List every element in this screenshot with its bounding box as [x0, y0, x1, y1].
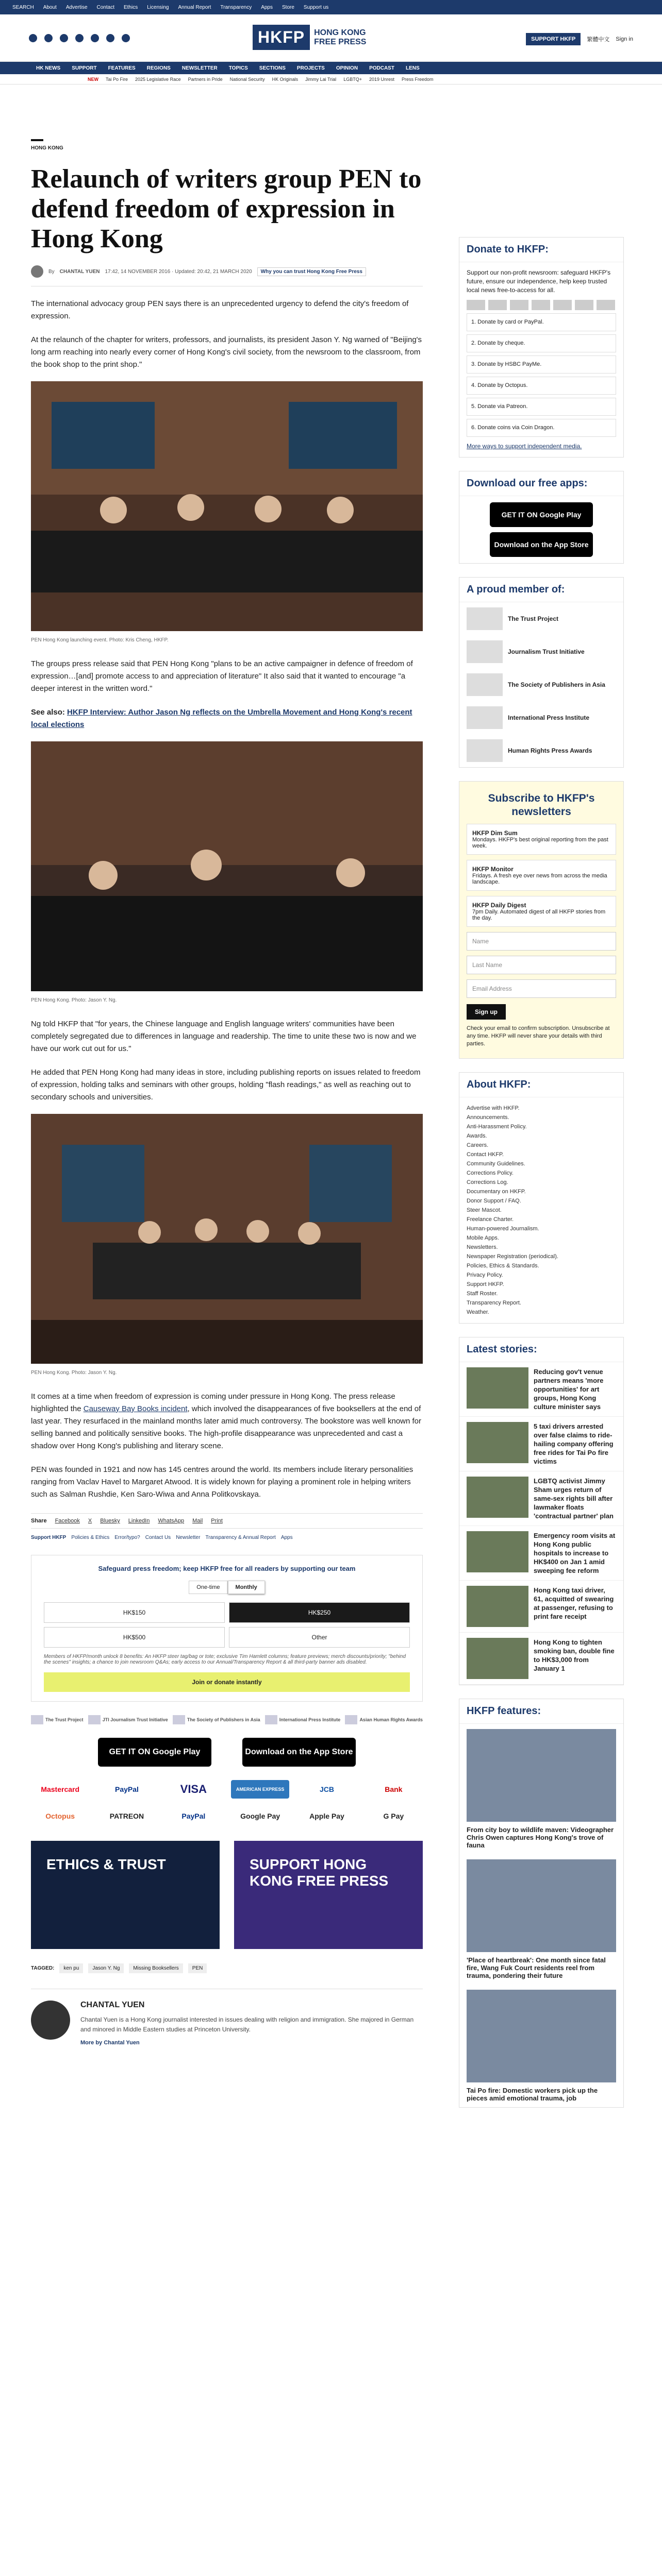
- story-headline: Hong Kong taxi driver, 61, acquitted of swearing at passenger, refusing to print fare receipt: [534, 1586, 614, 1620]
- mastercard-icon: Mastercard: [41, 1785, 80, 1793]
- google-play-badge[interactable]: GET IT ON Google Play: [98, 1738, 211, 1767]
- latest-widget: [459, 1337, 624, 1685]
- newsletter-widget: [459, 781, 624, 1059]
- footer-links: [31, 1535, 423, 1540]
- paragraph: He added that PEN Hong Kong had many ideas in store, including publishing reports on issues related to freedom of expression, holding talks and seminars with other groups, holding "flash readings," as well as reaching out to secondary schools and universities.: [31, 1068, 421, 1101]
- paypal-icon: PayPal: [115, 1785, 139, 1793]
- card-icon: [532, 300, 550, 310]
- trending-item[interactable]: Tai Po Fire: [106, 76, 128, 82]
- bank-icon: Bank: [385, 1785, 403, 1793]
- trending-item[interactable]: Press Freedom: [401, 76, 434, 82]
- ipi-icon: [467, 706, 503, 729]
- jti-icon: [467, 640, 503, 663]
- trending-label: NEW: [88, 76, 98, 82]
- trending-item[interactable]: 2025 Legislative Race: [135, 76, 181, 82]
- donate-title: Donate to HKFP:: [459, 238, 623, 262]
- topbar-advertise[interactable]: Advertise: [65, 4, 88, 10]
- share-facebook[interactable]: Facebook: [55, 1518, 80, 1524]
- about-link[interactable]: Mobile Apps.: [467, 1235, 499, 1241]
- latest-story[interactable]: [459, 1417, 623, 1471]
- paragraph-text: , which involved the disappearances of five booksellers at the end of last year. They resurfaced in the mainland months later amid much controversy. The bookstore was well known for selling banned and politically sensitive books. The high-profile disappearance was unprecedented and cast a shadow over Hong Kong's publishing and literary scene.: [31, 1404, 422, 1450]
- app-store-badge[interactable]: Download on the App Store: [242, 1738, 356, 1767]
- donate-option[interactable]: 6. Donate coins via Coin Dragon.: [467, 419, 616, 437]
- option-desc: Mondays. HKFP's best original reporting from the past week.: [472, 837, 608, 849]
- trust-link[interactable]: Why you can trust Hong Kong Free Press: [257, 267, 366, 276]
- nav-hk-news[interactable]: HK NEWS: [36, 65, 61, 71]
- jti-icon: [88, 1715, 101, 1724]
- member-item[interactable]: [459, 734, 623, 767]
- story-thumbnail: [467, 1422, 528, 1463]
- trending-item[interactable]: LGBTQ+: [343, 76, 362, 82]
- topbar-apps[interactable]: Apps: [261, 4, 273, 10]
- nav-projects[interactable]: PROJECTS: [296, 65, 325, 71]
- nav-regions[interactable]: REGIONS: [146, 65, 171, 71]
- logo-label: International Press Institute: [279, 1717, 341, 1722]
- donate-option[interactable]: 4. Donate by Octopus.: [467, 377, 616, 395]
- byline-author[interactable]: CHANTAL YUEN: [59, 268, 100, 275]
- member-name: International Press Institute: [508, 714, 590, 721]
- story-headline: Emergency room visits at Hong Kong public hospitals to increase to HK$400 on Jan 1 amid sweeping fee reform: [534, 1532, 616, 1574]
- signin-link[interactable]: Sign in: [616, 36, 633, 42]
- youtube-icon[interactable]: [75, 34, 84, 42]
- card-icon: [553, 300, 572, 310]
- signup-button[interactable]: Sign up: [467, 1004, 506, 1020]
- trending-item[interactable]: National Security: [229, 76, 265, 82]
- logo-text: [314, 28, 366, 47]
- member-item[interactable]: [459, 602, 623, 635]
- support-hkfp-button[interactable]: SUPPORT HKFP: [526, 33, 581, 45]
- features-title: HKFP features:: [459, 1699, 623, 1724]
- about-link[interactable]: Careers.: [467, 1142, 489, 1148]
- feature-story[interactable]: [459, 1854, 623, 1985]
- google-pay-icon: Google Pay: [240, 1812, 280, 1820]
- author-info: [80, 2001, 423, 2046]
- support-banner[interactable]: SUPPORT HONG KONG FREE PRESS: [234, 1841, 423, 1949]
- feature-story[interactable]: [459, 1985, 623, 2107]
- logo-label: The Trust Project: [45, 1717, 84, 1722]
- member-name: The Society of Publishers in Asia: [508, 681, 605, 688]
- photo-caption: PEN Hong Kong launching event. Photo: Kris Cheng, HKFP.: [31, 637, 169, 643]
- feature-story[interactable]: [459, 1724, 623, 1854]
- trust-project-icon: [31, 1715, 43, 1724]
- paypal-icon: PayPal: [181, 1812, 206, 1820]
- option-desc: 7pm Daily. Automated digest of all HKFP stories from the day.: [472, 909, 606, 921]
- topbar-store[interactable]: Store: [282, 4, 294, 10]
- author-avatar: [31, 265, 43, 278]
- about-list: [459, 1097, 623, 1323]
- paragraph: PEN was founded in 1921 and now has 145 centres around the world. Its members include literary personalities ranging from Vaclav Havel to Margaret Atwood. It is widely known for playing a prominent role in helping writers such as Salman Rushdie, Ken Saro-Wiwa and Anna Politkovskaya.: [31, 1465, 413, 1499]
- story-headline: 5 taxi drivers arrested over false claims to ride-hailing company offering free rides for Tai Po fire victims: [534, 1422, 614, 1465]
- tag[interactable]: ken pu: [59, 1963, 83, 1973]
- nav-sections[interactable]: SECTIONS: [259, 65, 286, 71]
- newsletter-title: Subscribe to HKFP's newsletters: [488, 792, 595, 818]
- feature-headline: Tai Po fire: Domestic workers pick up the pieces amid emotional trauma, job: [467, 2087, 598, 2102]
- tags-label: TAGGED:: [31, 1965, 55, 1971]
- feature-image: [467, 1729, 616, 1822]
- donate-option[interactable]: 5. Donate via Patreon.: [467, 398, 616, 416]
- language-link[interactable]: 繁體中文: [587, 37, 610, 43]
- about-link[interactable]: Awards.: [467, 1133, 487, 1139]
- about-link[interactable]: Policies, Ethics & Standards.: [467, 1263, 539, 1269]
- about-link[interactable]: Human-powered Journalism.: [467, 1226, 539, 1232]
- about-link[interactable]: Donor Support / FAQ.: [467, 1198, 521, 1204]
- logo-item[interactable]: [31, 1715, 84, 1724]
- share-print[interactable]: Print: [211, 1518, 223, 1524]
- jcb-icon: JCB: [319, 1785, 334, 1793]
- feature-image: [467, 1990, 616, 2082]
- newsletter-option[interactable]: [467, 896, 616, 927]
- article-photo: [31, 381, 423, 631]
- author-photo: [31, 2001, 70, 2040]
- ethics-banner[interactable]: ETHICS & TRUST: [31, 1841, 220, 1949]
- logo-item[interactable]: [265, 1715, 341, 1724]
- logo-label: The Society of Publishers in Asia: [187, 1717, 260, 1722]
- photo-panel-room: [31, 1114, 423, 1364]
- latest-story[interactable]: [459, 1362, 623, 1417]
- feature-image: [467, 1859, 616, 1952]
- footer-link[interactable]: Newsletter: [176, 1535, 201, 1540]
- sidebar: [459, 237, 624, 2121]
- latest-story[interactable]: [459, 1471, 623, 1526]
- story-thumbnail: [467, 1586, 528, 1627]
- gpay-icon: G Pay: [383, 1812, 404, 1820]
- story-headline: Reducing gov't venue partners means 'more opportunities' for art groups, Hong Kong culture minister says: [534, 1368, 604, 1411]
- article-title: Relaunch of writers group PEN to defend freedom of expression in Hong Kong: [31, 164, 422, 253]
- main-nav: [0, 62, 662, 74]
- card-icon: [575, 300, 593, 310]
- story-thumbnail: [467, 1638, 528, 1679]
- card-icon: [510, 300, 528, 310]
- donate-option[interactable]: 1. Donate by card or PayPal.: [467, 313, 616, 331]
- toggle-one-time[interactable]: One-time: [189, 1581, 227, 1594]
- about-link[interactable]: Privacy Policy.: [467, 1272, 503, 1278]
- site-logo[interactable]: [253, 25, 366, 50]
- payment-methods: [31, 1780, 423, 1825]
- category-kicker[interactable]: HONG KONG: [31, 139, 43, 151]
- share-x[interactable]: X: [88, 1518, 92, 1524]
- member-title: A proud member of:: [459, 578, 623, 602]
- story-headline: Hong Kong to tighten smoking ban, double fine to HK$3,000 from January 1: [534, 1638, 615, 1672]
- paragraph: The groups press release said that PEN Hong Kong "plans to be an active campaigner in defence of freedom of expression…[and] promote access to and appreciation of literature" It also said that it wanted to encourage "a deeper interest in the written word.": [31, 659, 413, 693]
- article-photo: [31, 741, 423, 991]
- logo-box: HKFP: [253, 25, 310, 50]
- topbar-licensing[interactable]: Licensing: [147, 4, 169, 10]
- latest-story[interactable]: [459, 1526, 623, 1581]
- see-also-label: See also:: [31, 708, 65, 717]
- topbar-support[interactable]: Support us: [303, 4, 329, 10]
- logo-item[interactable]: [88, 1715, 168, 1724]
- topbar-transparency[interactable]: Transparency: [220, 4, 252, 10]
- footer-link[interactable]: Support HKFP: [31, 1535, 67, 1540]
- latest-story[interactable]: [459, 1633, 623, 1685]
- trending-item[interactable]: 2019 Unrest: [369, 76, 394, 82]
- instagram-icon[interactable]: [60, 34, 68, 42]
- frequency-toggle: [44, 1581, 410, 1594]
- site-header: [0, 14, 662, 62]
- about-link[interactable]: Corrections Log.: [467, 1179, 508, 1185]
- story-thumbnail: [467, 1477, 528, 1518]
- share-bluesky[interactable]: Bluesky: [100, 1518, 120, 1524]
- logo-item[interactable]: [345, 1715, 423, 1724]
- nav-lens[interactable]: LENS: [405, 65, 420, 71]
- join-donate-button[interactable]: Join or donate instantly: [44, 1672, 410, 1692]
- donation-widget: [31, 1555, 423, 1702]
- card-icon: [488, 300, 507, 310]
- amex-icon: AMERICAN EXPRESS: [231, 1780, 289, 1799]
- logo-label: Asian Human Rights Awards: [359, 1717, 423, 1722]
- logo-label: JTI Journalism Trust Initiative: [102, 1717, 168, 1722]
- feature-headline: 'Place of heartbreak': One month since fatal fire, Wang Fuk Court residents reel from trauma, pondering their future: [467, 1956, 606, 1979]
- share-label: Share: [31, 1518, 47, 1524]
- amount-option-selected[interactable]: HK$250: [229, 1602, 410, 1623]
- tag[interactable]: PEN: [188, 1963, 207, 1973]
- author-name[interactable]: CHANTAL YUEN: [80, 2001, 145, 2009]
- donate-option[interactable]: 3. Donate by HSBC PayMe.: [467, 355, 616, 374]
- logo-item[interactable]: [173, 1715, 260, 1724]
- member-name: The Trust Project: [508, 615, 559, 622]
- byline-by: By: [48, 268, 55, 275]
- google-play-badge[interactable]: GET IT ON Google Play: [490, 502, 593, 527]
- last-name-field[interactable]: Last Name: [467, 956, 616, 974]
- photo-caption: PEN Hong Kong. Photo: Jason Y. Ng.: [31, 997, 117, 1003]
- apps-title: Download our free apps:: [459, 471, 623, 496]
- features-list: [459, 1724, 623, 2107]
- paragraph: [31, 1391, 423, 1452]
- trending-bar: [0, 74, 662, 84]
- feature-headline: From city boy to wildlife maven: Videographer Chris Owen captures Hong Kong's trove of fauna: [467, 1826, 614, 1849]
- topbar-about[interactable]: About: [43, 4, 57, 10]
- donate-more-link[interactable]: More ways to support independent media.: [467, 443, 582, 450]
- trending-item[interactable]: HK Originals: [272, 76, 299, 82]
- share-linkedin[interactable]: LinkedIn: [128, 1518, 150, 1524]
- nav-opinion[interactable]: OPINION: [336, 65, 358, 71]
- nav-features[interactable]: FEATURES: [108, 65, 136, 71]
- sopa-icon: [173, 1715, 185, 1724]
- tag[interactable]: Jason Y. Ng: [88, 1963, 124, 1973]
- ipi-icon: [265, 1715, 277, 1724]
- member-name: Human Rights Press Awards: [508, 747, 592, 754]
- card-logos: [467, 300, 616, 310]
- more-by-author-link[interactable]: More by Chantal Yuen: [80, 2040, 140, 2046]
- footer-link[interactable]: Policies & Ethics: [71, 1535, 110, 1540]
- card-icon: [597, 300, 615, 310]
- social-icons: [29, 34, 130, 42]
- bluesky-icon[interactable]: [91, 34, 99, 42]
- amount-options: [44, 1602, 410, 1648]
- about-link[interactable]: Newsletters.: [467, 1244, 498, 1250]
- member-benefits: Members of HKFP/month unlock 8 benefits: An HKFP steer tag/bag or tote; exclusive Tim Hamlett columns; feature previews; merch discounts/priority; "behind the scenes" insights; a chance to join newsroom Q&As; early access to our Annual/Transparency Report & all third-party banner ads disabled.: [44, 1654, 406, 1665]
- latest-title: Latest stories:: [459, 1337, 623, 1362]
- toggle-monthly[interactable]: Monthly: [228, 1581, 265, 1594]
- about-link[interactable]: Freelance Charter.: [467, 1216, 514, 1223]
- trust-project-icon: [467, 607, 503, 630]
- paragraph: Ng told HKFP that "for years, the Chinese language and English language writers' communities have been completely segregated due to differences in language and readership. The time to unite these two is now and we have our work cut out for us.": [31, 1020, 417, 1053]
- option-title: HKFP Dim Sum: [472, 829, 518, 837]
- topbar-search[interactable]: SEARCH: [12, 4, 34, 10]
- about-link[interactable]: Advertise with HKFP.: [467, 1105, 520, 1111]
- latest-story[interactable]: [459, 1581, 623, 1633]
- footer-link[interactable]: Contact Us: [145, 1535, 171, 1540]
- author-bio: Chantal Yuen is a Hong Kong journalist interested in issues dealing with religion and immigration. She majored in German and minored in Middle Eastern studies at Princeton University.: [80, 2016, 414, 2033]
- about-widget: [459, 1072, 624, 1324]
- membership-widget: [459, 577, 624, 768]
- patreon-icon: PATREON: [109, 1812, 144, 1820]
- sopa-icon: [467, 673, 503, 696]
- about-link[interactable]: Documentary on HKFP.: [467, 1189, 526, 1195]
- author-box: [31, 1989, 423, 2046]
- visa-icon: VISA: [180, 1783, 207, 1795]
- features-widget: [459, 1699, 624, 2108]
- amount-option[interactable]: HK$500: [44, 1627, 225, 1648]
- about-link[interactable]: Weather.: [467, 1309, 489, 1315]
- signup-note: Check your email to confirm subscription. Unsubscribe at any time. HKFP will never share your details with third parties.: [467, 1025, 610, 1047]
- option-desc: Fridays. A fresh eye over news from across the media landscape.: [472, 873, 607, 885]
- logo-line-2: FREE PRESS: [314, 37, 367, 46]
- paragraph: At the relaunch of the chapter for writers, professors, and journalists, its president Jason Y. Ng warned of "Beijing's long arm reaching into nearly every corner of Hong Kong's civil society, from the newsroom to the classroom, from the book shop to the print shop.": [31, 335, 422, 369]
- member-name: Journalism Trust Initiative: [508, 648, 585, 655]
- apple-pay-icon: Apple Pay: [309, 1812, 344, 1820]
- about-link[interactable]: Community Guidelines.: [467, 1161, 525, 1167]
- hrpa-icon: [467, 739, 503, 762]
- trending-item[interactable]: Jimmy Lai Trial: [305, 76, 337, 82]
- about-link[interactable]: Steer Mascot.: [467, 1207, 502, 1213]
- email-field[interactable]: Email Address: [467, 979, 616, 998]
- tag[interactable]: Missing Booksellers: [129, 1963, 183, 1973]
- octopus-icon: Octopus: [45, 1812, 75, 1820]
- telegram-icon[interactable]: [122, 34, 130, 42]
- story-thumbnail: [467, 1367, 528, 1409]
- donate-widget: [459, 237, 624, 457]
- newsletter-option[interactable]: [467, 824, 616, 855]
- member-item[interactable]: [459, 701, 623, 734]
- story-headline: LGBTQ activist Jimmy Sham urges return of same-sex rights bill after lawmaker floats 'contractual partner' plan: [534, 1477, 614, 1520]
- amount-option[interactable]: Other: [229, 1627, 410, 1648]
- about-link[interactable]: Contact HKFP.: [467, 1151, 504, 1158]
- about-title: About HKFP:: [459, 1073, 623, 1097]
- x-icon[interactable]: [44, 34, 53, 42]
- photo-panel-panel: [31, 741, 423, 991]
- about-link[interactable]: Newspaper Registration (periodical).: [467, 1253, 558, 1260]
- membership-logos: [31, 1715, 423, 1724]
- nav-topics[interactable]: TOPICS: [228, 65, 248, 71]
- donate-body: [459, 262, 623, 457]
- facebook-icon[interactable]: [29, 34, 37, 42]
- name-field[interactable]: Name: [467, 932, 616, 951]
- nav-newsletter[interactable]: NEWSLETTER: [181, 65, 218, 71]
- donate-option[interactable]: 2. Donate by cheque.: [467, 334, 616, 352]
- article-photo: [31, 1114, 423, 1364]
- option-title: HKFP Monitor: [472, 866, 514, 873]
- promo-banners: [31, 1841, 423, 1949]
- photo-panel-event: [31, 381, 423, 631]
- share-whatsapp[interactable]: WhatsApp: [158, 1518, 185, 1524]
- see-also: [31, 706, 423, 731]
- photo-caption: PEN Hong Kong. Photo: Jason Y. Ng.: [31, 1370, 117, 1376]
- donate-options: [467, 313, 616, 437]
- header-actions: [526, 33, 633, 45]
- apps-widget: [459, 471, 624, 564]
- about-link[interactable]: Announcements.: [467, 1114, 509, 1121]
- card-icon: [467, 300, 485, 310]
- topbar-annual-report[interactable]: Annual Report: [178, 4, 211, 10]
- trending-item[interactable]: Partners in Pride: [188, 76, 223, 82]
- about-link[interactable]: Anti-Harassment Policy.: [467, 1124, 527, 1130]
- footer-link[interactable]: Error/typo?: [114, 1535, 140, 1540]
- app-store-badge[interactable]: Download on the App Store: [490, 532, 593, 557]
- about-link[interactable]: Staff Roster.: [467, 1291, 498, 1297]
- amount-option[interactable]: HK$150: [44, 1602, 225, 1623]
- threads-icon[interactable]: [106, 34, 114, 42]
- member-item[interactable]: [459, 668, 623, 701]
- app-badges: [31, 1738, 423, 1767]
- causeway-bay-link[interactable]: Causeway Bay Books incident: [83, 1404, 188, 1413]
- footer-link[interactable]: Apps: [280, 1535, 293, 1540]
- about-link[interactable]: Support HKFP.: [467, 1281, 504, 1287]
- donation-head: Safeguard press freedom; keep HKFP free for all readers by supporting our team: [98, 1565, 356, 1572]
- article-column: [31, 139, 423, 2046]
- about-link[interactable]: Corrections Policy.: [467, 1170, 514, 1176]
- latest-list: [459, 1362, 623, 1685]
- top-utility-bar: [0, 0, 662, 14]
- byline: [31, 265, 423, 278]
- logo-line-1: HONG KONG: [314, 28, 366, 37]
- paragraph-text: It comes at a time when freedom of expression is coming under pressure in Hong Kong. The press release highlighted the: [31, 1392, 395, 1413]
- share-bar: [31, 1513, 423, 1529]
- see-also-link[interactable]: HKFP Interview: Author Jason Ng reflects on the Umbrella Movement and Hong Kong's recent local elections: [31, 708, 412, 729]
- article-body: [31, 298, 423, 1501]
- tag-list: [31, 1963, 423, 1973]
- share-mail[interactable]: Mail: [192, 1518, 203, 1524]
- about-link[interactable]: Transparency Report.: [467, 1300, 521, 1306]
- newsletter-option[interactable]: [467, 860, 616, 891]
- topbar-ethics[interactable]: Ethics: [123, 4, 138, 10]
- option-title: HKFP Daily Digest: [472, 902, 526, 909]
- nav-podcast[interactable]: PODCAST: [369, 65, 394, 71]
- nav-support[interactable]: SUPPORT: [72, 65, 97, 71]
- story-thumbnail: [467, 1531, 528, 1572]
- member-item[interactable]: [459, 635, 623, 668]
- byline-dates: 17:42, 14 NOVEMBER 2016 · Updated: 20:42, 21 MARCH 2020: [105, 268, 252, 275]
- hrpa-icon: [345, 1715, 357, 1724]
- apps-body: [459, 496, 623, 563]
- footer-link[interactable]: Transparency & Annual Report: [205, 1535, 276, 1540]
- topbar-contact[interactable]: Contact: [96, 4, 114, 10]
- paragraph: The international advocacy group PEN says there is an unprecedented urgency to defend the city's freedom of expression.: [31, 299, 409, 320]
- donate-intro: Support our non-profit newsroom: safeguard HKFP's future, ensure our independence, help keep trusted local news free-to-access for all.: [467, 269, 611, 294]
